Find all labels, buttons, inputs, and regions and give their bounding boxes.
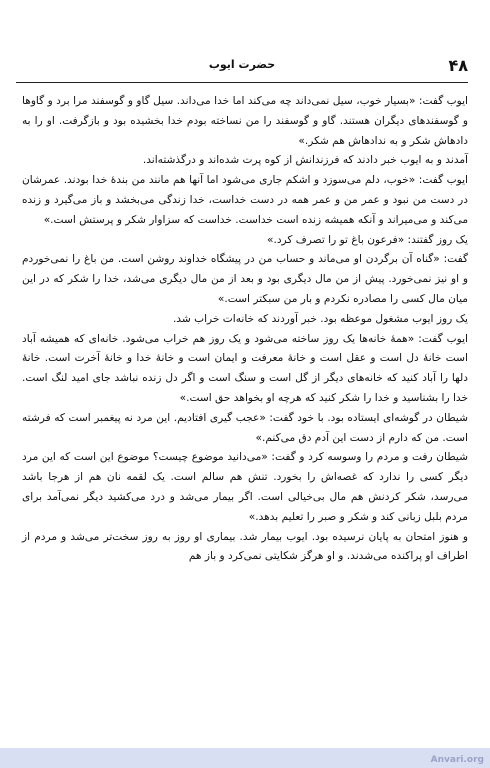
paragraph: و هنوز امتحان به پایان نرسیده بود. ایوب بیمار شد. بیماری او روز به روز سخت‌تر می‌شد و مردم از اطراف او پراکنده می‌شدند. و او هرگز شکایتی نمی‌کرد و باز هم <box>22 530 468 563</box>
paragraph: یک روز گفتند: «فرعون باغ تو را تصرف کرد.» <box>266 233 468 246</box>
paragraph: شیطان رفت و مردم را وسوسه کرد و گفت: «می‌دانید موضوع چیست؟ موضوع این است که این مرد دیگر کسی را ندارد که غصه‌اش را بخورد. تنش هم سالم است. یک لقمه نان هم از هرجا باشد می‌رسد، شکر کردنش هم مال بی‌خیالی است. اگر بیمار می‌شد و درد می‌کشید دیگر نمی‌آمد برای مردم بلبل زبانی کند و شکر و صبر را تعلیم بدهد.» <box>22 451 468 523</box>
page-header <box>16 56 468 80</box>
footer-band <box>0 748 490 768</box>
paragraph: گفت: «گناه آن برگردن او می‌ماند و حساب من در پیشگاه خداوند روشن است. من باغ را نمی‌خوردم و او نیز نمی‌خورد. پیش از من مال دیگری بود و بعد از من مال دیگری می‌شد، خدا را شکر که در این میان مال کسی را مصادره نکردم و بار من سبکتر است.» <box>22 253 468 305</box>
body-text <box>22 92 468 567</box>
paragraph: شیطان در گوشه‌ای ایستاده بود. با خود گفت: «عجب گیری افتادیم. این مرد نه پیغمبر است که فرشته است. من که دارم از دست این آدم دق می‌کنم.» <box>22 411 468 444</box>
header-divider <box>16 82 468 83</box>
paragraph: ایوب گفت: «همهٔ خانه‌ها یک روز ساخته می‌شود و یک روز هم خراب می‌شود. خانه‌ای که همیشه آباد است خانهٔ دل است و عقل است و خانهٔ معرفت و ایمان است و خانهٔ خدا و خانهٔ آخرت است. خانهٔ دلها را آباد کنید که خانه‌های دیگر از گل است و سنگ است و اگر دل زنده نباشد جای امید لنگ است. خدا را بشناسید و خدا را شکر کنید که هرچه او بخواهد حق است.» <box>22 332 468 404</box>
paragraph: آمدند و به ایوب خبر دادند که فرزندانش از کوه پرت شده‌اند و درگذشته‌اند. <box>142 154 468 167</box>
paragraph: ایوب گفت: «خوب، دلم می‌سوزد و اشکم جاری می‌شود اما آنها هم مانند من بندهٔ خدا بودند. عمرشان در دست من نبود و عمر من و عمر همه در دست خداست، خدا زندگی می‌بخشد و باز می‌گیرد و زنده می‌کند و می‌میراند و آنکه همیشه زنده است خداست. خداست که سزاوار شکر و پرستش است.» <box>22 174 468 226</box>
paragraph: یک روز ایوب مشغول موعظه بود. خبر آوردند که خانه‌ات خراب شد. <box>172 312 468 325</box>
chapter-title: حضرت ایوب <box>208 58 276 71</box>
watermark: Anvari.org <box>430 755 484 765</box>
page-number: ۴۸ <box>448 56 468 75</box>
paragraph: ایوب گفت: «بسیار خوب، سیل نمی‌داند چه می‌کند اما خدا می‌داند. سیل گاو و گوسفند مرا برد و گاوها و گوسفندهای دیگران هستند. گاو و گوسفند را من نساخته بودم خدا بخشیده بود و بازگرفت. او را به دادهاش شکر و به ندادهاش هم شکر.» <box>22 95 468 147</box>
